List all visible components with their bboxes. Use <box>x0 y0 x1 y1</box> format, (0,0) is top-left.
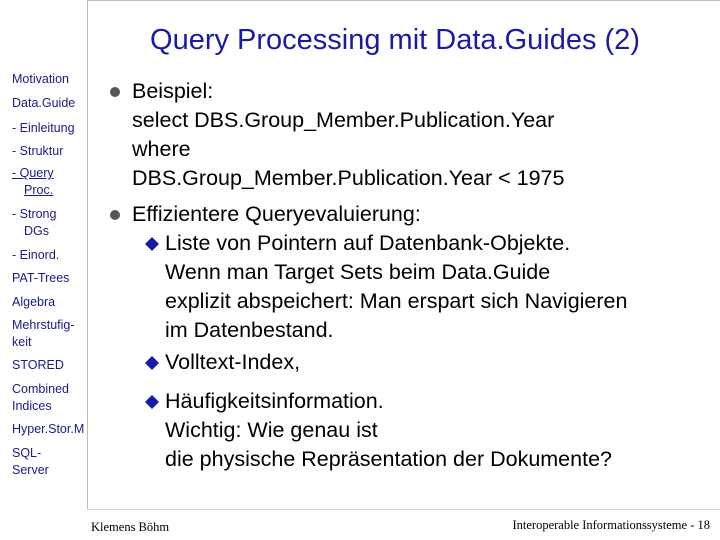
bullet-beispiel: Beispiel: <box>132 79 214 103</box>
sidebar-item-combined-indices[interactable] <box>12 381 69 415</box>
sidebar-item-strong-label2: DGs <box>24 224 49 238</box>
sidebar-item-hyperstorm[interactable]: Hyper.Stor.M <box>12 422 85 436</box>
subbullet-repraesentation: die physische Repräsentation der Dokumente? <box>165 447 612 471</box>
sidebar-item-query-proc-label2: Proc. <box>24 183 54 197</box>
sidebar-item-strong-dgs[interactable] <box>12 206 56 240</box>
sidebar-item-algebra[interactable]: Algebra <box>12 295 56 309</box>
sidebar-item-stored[interactable]: STORED <box>12 358 64 372</box>
footer-course-page: Interoperable Informationssysteme - 18 <box>512 518 710 532</box>
sidebar-item-sql-label2: Server <box>12 463 49 477</box>
sidebar-item-query-proc-label: - Query <box>12 166 54 180</box>
sidebar-item-sql-label: SQL- <box>12 446 42 460</box>
sidebar-item-strong-label: - Strong <box>12 207 57 221</box>
subbullet-liste-line2: Wenn man Target Sets beim Data.Guide <box>165 260 551 284</box>
sidebar-item-query-proc[interactable] <box>12 165 54 199</box>
sidebar-item-motivation[interactable]: Motivation <box>12 72 69 86</box>
diamond-bullet-icon <box>145 395 159 409</box>
slide-title: Query Processing mit Data.Guides (2) <box>150 24 640 56</box>
diamond-bullet-icon <box>145 237 159 251</box>
frame-bottom-line <box>87 509 720 510</box>
frame-vertical-line <box>87 0 88 510</box>
diamond-bullet-icon <box>145 356 159 370</box>
subbullet-liste-line4: im Datenbestand. <box>165 318 334 342</box>
subbullet-volltext: Volltext-Index, <box>165 350 301 374</box>
footer-author: Klemens Böhm <box>91 520 170 534</box>
bullet-dot-icon <box>110 210 120 220</box>
sidebar-item-combined-label2: Indices <box>12 399 52 413</box>
sidebar-item-mehrstufigkeit[interactable] <box>12 317 75 351</box>
query-condition-line: DBS.Group_Member.Publication.Year < 1975 <box>132 166 565 190</box>
sidebar-item-struktur[interactable]: - Struktur <box>12 144 64 158</box>
bullet-dot-icon <box>110 87 120 97</box>
subbullet-liste: Liste von Pointern auf Datenbank-Objekte. <box>165 231 571 255</box>
sidebar-item-dataguide[interactable]: Data.Guide <box>12 96 76 110</box>
query-where-line: where <box>132 137 191 161</box>
sidebar-item-einord[interactable]: - Einord. <box>12 248 60 262</box>
bullet-effizientere: Effizientere Queryevaluierung: <box>132 202 421 226</box>
sidebar-item-mehrstufigkeit-label: Mehrstufig- <box>12 318 75 332</box>
sidebar-item-mehrstufigkeit-label2: keit <box>12 335 32 349</box>
sidebar-item-pat-trees[interactable]: PAT-Trees <box>12 271 70 285</box>
subbullet-wichtig: Wichtig: Wie genau ist <box>165 418 378 442</box>
query-select-line: select DBS.Group_Member.Publication.Year <box>132 108 555 132</box>
subbullet-liste-line3: explizit abspeichert: Man erspart sich Navigieren <box>165 289 628 313</box>
frame-top-line <box>87 0 720 1</box>
subbullet-haeufigkeit: Häufigkeitsinformation. <box>165 389 384 413</box>
sidebar-item-sql-server[interactable] <box>12 445 49 479</box>
sidebar-item-combined-label: Combined <box>12 382 69 396</box>
sidebar-item-einleitung[interactable]: - Einleitung <box>12 121 75 135</box>
